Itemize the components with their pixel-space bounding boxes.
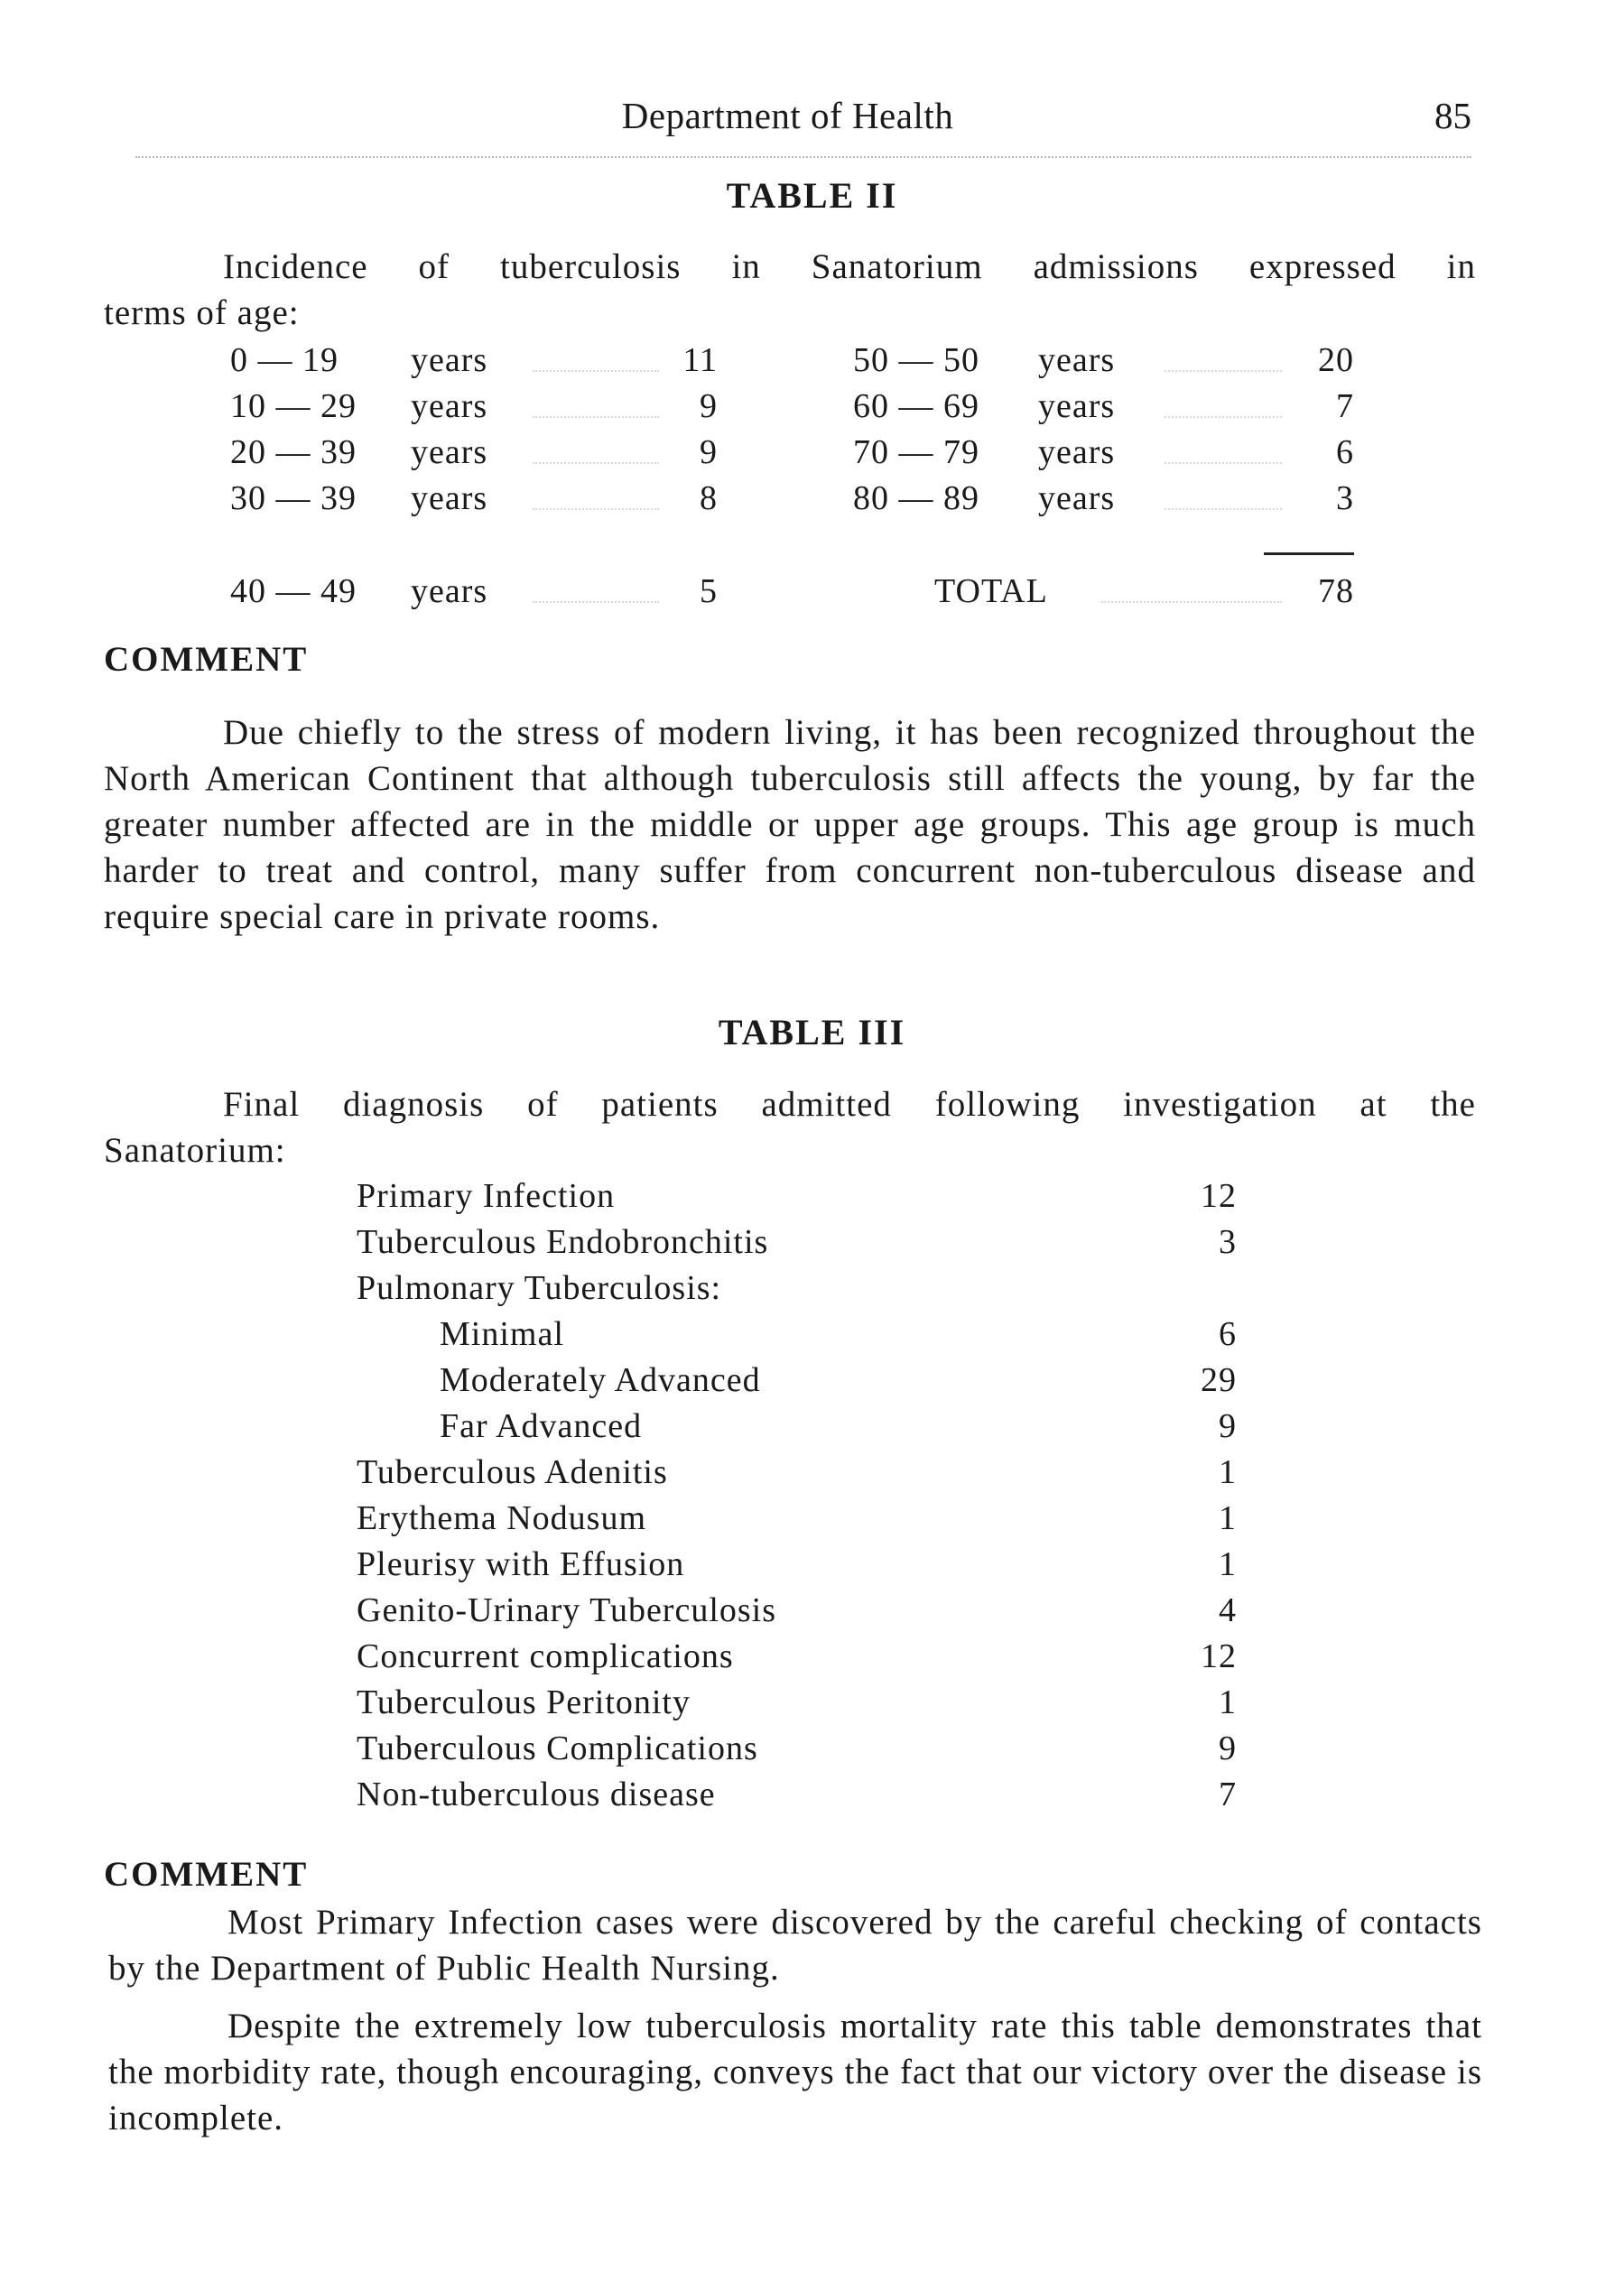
age-count: 8 [700,479,718,517]
diagnosis-count: 12 [1201,1177,1237,1215]
diagnosis-label: Tuberculous Peritonity [357,1683,691,1721]
total-value: 78 [1318,572,1354,610]
leader-dots [533,508,659,510]
age-row [853,338,1354,383]
age-unit: years [1038,341,1116,379]
diagnosis-count: 12 [1201,1637,1237,1675]
table-iii-intro-line2: Sanatorium: [104,1131,286,1170]
diagnosis-row [357,1266,1237,1312]
diagnosis-label: Pulmonary Tuberculosis: [357,1269,722,1307]
diagnosis-row [357,1680,1237,1726]
diagnosis-count: 1 [1219,1453,1237,1491]
age-count: 6 [1336,433,1354,471]
diagnosis-count: 1 [1219,1499,1237,1537]
table-iii-title: TABLE III [718,1012,906,1052]
age-range: 50 — 50 [853,341,979,379]
diagnosis-row [357,1358,1237,1404]
age-row [230,476,722,521]
age-row [853,476,1354,521]
diagnosis-row [357,1542,1237,1588]
diagnosis-label: Tuberculous Endobronchitis [357,1223,769,1261]
age-range: 60 — 69 [853,387,979,425]
age-count: 20 [1318,341,1354,379]
diagnosis-row [357,1312,1237,1358]
diagnosis-row [357,1588,1237,1634]
age-unit: years [1038,433,1116,471]
diagnosis-row [357,1173,1237,1219]
diagnosis-label: Concurrent complications [357,1637,734,1675]
table-ii-intro-line1: Incidence of tuberculosis in Sanatorium admissions expressed in [223,247,1476,286]
age-unit: years [411,572,488,610]
diagnosis-count: 9 [1219,1407,1237,1445]
age-range: 0 — 19 [230,341,339,379]
diagnosis-label: Non-tuberculous disease [357,1776,716,1813]
leader-dots [1165,462,1282,464]
diagnosis-count: 6 [1219,1315,1237,1353]
total-rule [1264,552,1354,555]
age-count: 9 [700,387,718,425]
diagnosis-row [357,1634,1237,1680]
age-range: 80 — 89 [853,479,979,517]
age-unit: years [1038,387,1116,425]
diagnosis-count: 3 [1219,1223,1237,1261]
age-row [853,430,1354,475]
leader-dots [1165,416,1282,418]
diagnosis-count: 1 [1219,1545,1237,1583]
diagnosis-label: Tuberculous Complications [357,1729,758,1767]
age-count: 3 [1336,479,1354,517]
diagnosis-label: Tuberculous Adenitis [357,1453,668,1491]
page-number: 85 [1434,95,1471,136]
diagnosis-row [357,1219,1237,1266]
age-row [230,569,722,614]
diagnosis-label: Moderately Advanced [440,1361,761,1399]
running-title: Department of Health [621,95,954,136]
diagnosis-label: Genito-Urinary Tuberculosis [357,1591,777,1629]
diagnosis-row [357,1496,1237,1542]
age-count: 11 [682,341,718,379]
diagnosis-count: 9 [1219,1729,1237,1767]
leader-dots [533,462,659,464]
comment-paragraph: Despite the extremely low tuberculosis mortality rate this table demonstrates that the morbidity rate, though encouraging, conveys the fact that our victory over the disease is incomplete. [108,2007,1482,2137]
age-row [230,430,722,475]
table-ii-intro [104,244,1476,336]
leader-dots [533,416,659,418]
table-iii-intro-line1: Final diagnosis of patients admitted following investigation at the [223,1085,1476,1124]
diagnosis-count: 7 [1219,1776,1237,1813]
diagnosis-count: 29 [1201,1361,1237,1399]
header-rule [135,156,1471,158]
running-header [104,94,1471,148]
comment-paragraph: Due chiefly to the stress of modern living, it has been recognized throughout the North American Continent that although tuberculosis still affects the young, by far the greater number affected are in the middle or upper age groups. This age group is much harder to treat and control, many suffer from concurrent non-tuberculous disease and require special care in private rooms. [104,713,1476,936]
comment-heading: COMMENT [104,1855,309,1894]
age-range: 30 — 39 [230,479,357,517]
diagnosis-label: Minimal [440,1315,564,1353]
diagnosis-label: Primary Infection [357,1177,616,1215]
diagnosis-label: Erythema Nodusum [357,1499,647,1537]
comment-heading: COMMENT [104,640,309,679]
table-ii-title: TABLE II [726,175,898,216]
total-row [934,569,1354,614]
age-range: 70 — 79 [853,433,979,471]
age-count: 9 [700,433,718,471]
leader-dots [533,370,659,372]
total-label: TOTAL [934,572,1048,610]
table-ii-intro-line2: terms of age: [104,293,300,332]
diagnosis-label: Far Advanced [440,1407,643,1445]
age-range: 20 — 39 [230,433,357,471]
age-unit: years [411,479,488,517]
age-row [230,384,722,429]
leader-dots [533,601,659,603]
age-count: 7 [1336,387,1354,425]
comment-paragraph: Most Primary Infection cases were discovered by the careful checking of contacts by the Department of Public Health Nursing. [108,1903,1482,1988]
leader-dots [1101,601,1282,603]
age-range: 40 — 49 [230,572,357,610]
diagnosis-row [357,1772,1237,1818]
diagnosis-row [357,1726,1237,1772]
diagnosis-label: Pleurisy with Effusion [357,1545,685,1583]
age-row [230,338,722,383]
leader-dots [1165,508,1282,510]
diagnosis-count: 4 [1219,1591,1237,1629]
age-count: 5 [700,572,718,610]
leader-dots [1165,370,1282,372]
diagnosis-count: 1 [1219,1683,1237,1721]
table-iii-intro [104,1081,1476,1173]
age-unit: years [411,341,488,379]
age-row [853,384,1354,429]
age-unit: years [1038,479,1116,517]
diagnosis-row [357,1404,1237,1450]
age-range: 10 — 29 [230,387,357,425]
diagnosis-row [357,1450,1237,1496]
age-unit: years [411,387,488,425]
age-unit: years [411,433,488,471]
